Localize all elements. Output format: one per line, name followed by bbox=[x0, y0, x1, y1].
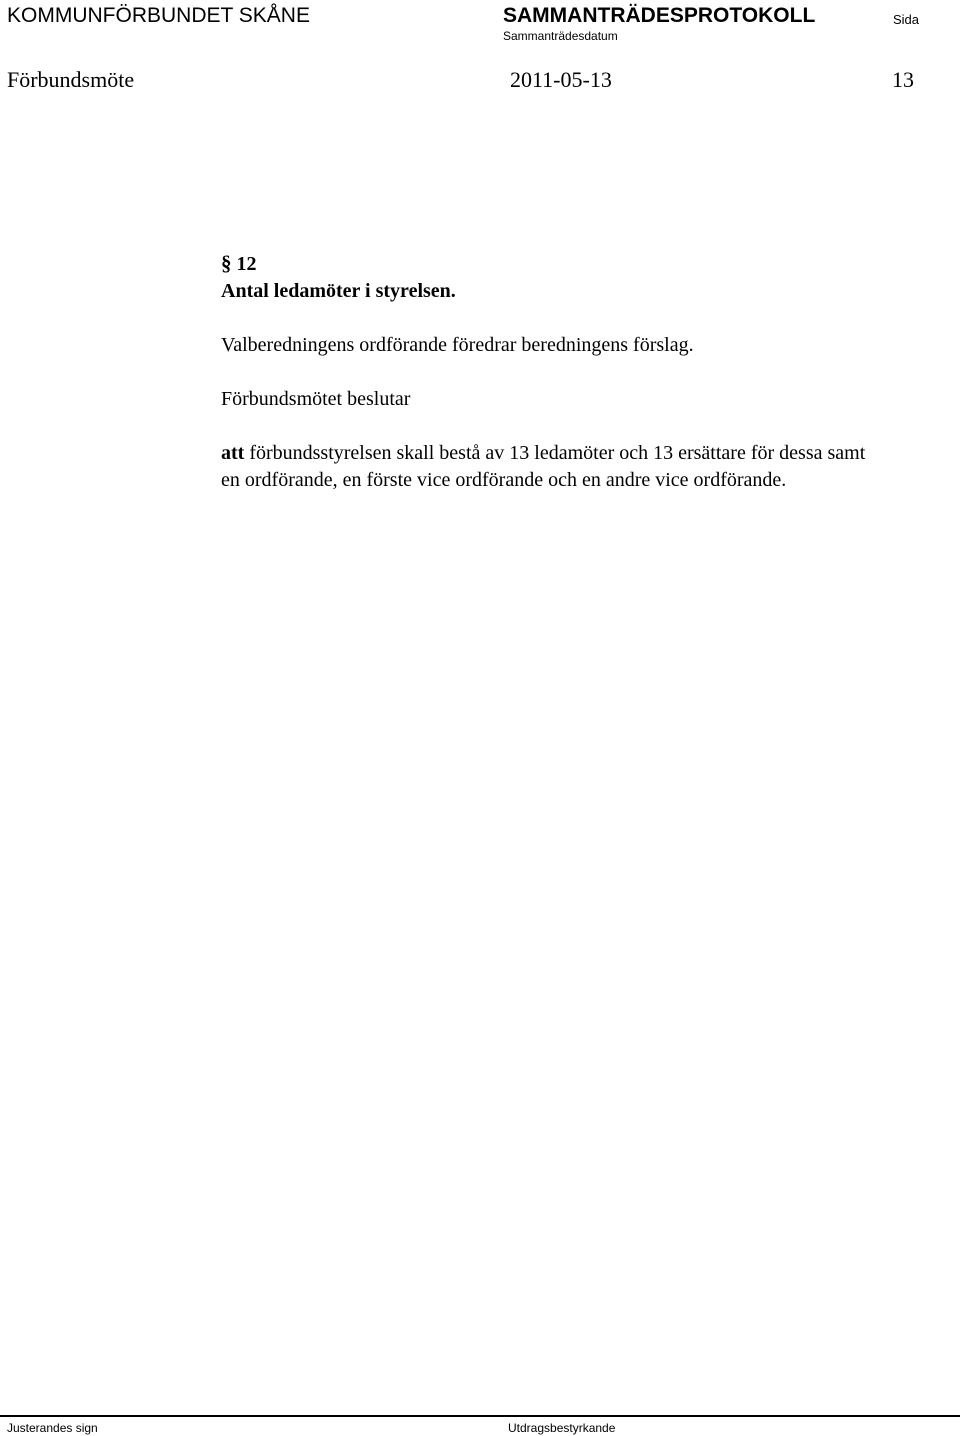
item-title: Antal ledamöter i styrelsen. bbox=[221, 280, 456, 302]
decision-body: förbundsstyrelsen skall bestå av 13 ledamöter och 13 ersättare för dessa samt en ordförande, en förste vice ordförande och en andre vice ordförande. bbox=[221, 442, 866, 491]
protocol-item bbox=[221, 250, 871, 494]
section-symbol: § bbox=[221, 251, 232, 275]
presenter-text: Valberedningens ordförande föredrar beredningens förslag. bbox=[221, 334, 694, 356]
meeting-name: Förbundsmöte bbox=[7, 67, 135, 92]
document-type: SAMMANTRÄDESPROTOKOLL bbox=[503, 4, 816, 27]
page-label: Sida bbox=[893, 12, 920, 27]
justifier-signature-label: Justerandes sign bbox=[7, 1421, 98, 1435]
decision-keyword: att bbox=[221, 442, 245, 464]
item-number: 12 bbox=[236, 253, 257, 275]
decision-heading: Förbundsmötet beslutar bbox=[221, 388, 411, 410]
organization-name: KOMMUNFÖRBUNDET SKÅNE bbox=[7, 4, 310, 27]
page-number: 13 bbox=[892, 67, 914, 92]
extract-certification-label: Utdragsbestyrkande bbox=[508, 1421, 616, 1435]
footer-divider bbox=[0, 1415, 960, 1417]
decision-text bbox=[221, 440, 871, 494]
item-number-line bbox=[221, 250, 871, 278]
meeting-date: 2011-05-13 bbox=[510, 67, 612, 92]
meeting-date-label: Sammanträdesdatum bbox=[503, 29, 618, 43]
